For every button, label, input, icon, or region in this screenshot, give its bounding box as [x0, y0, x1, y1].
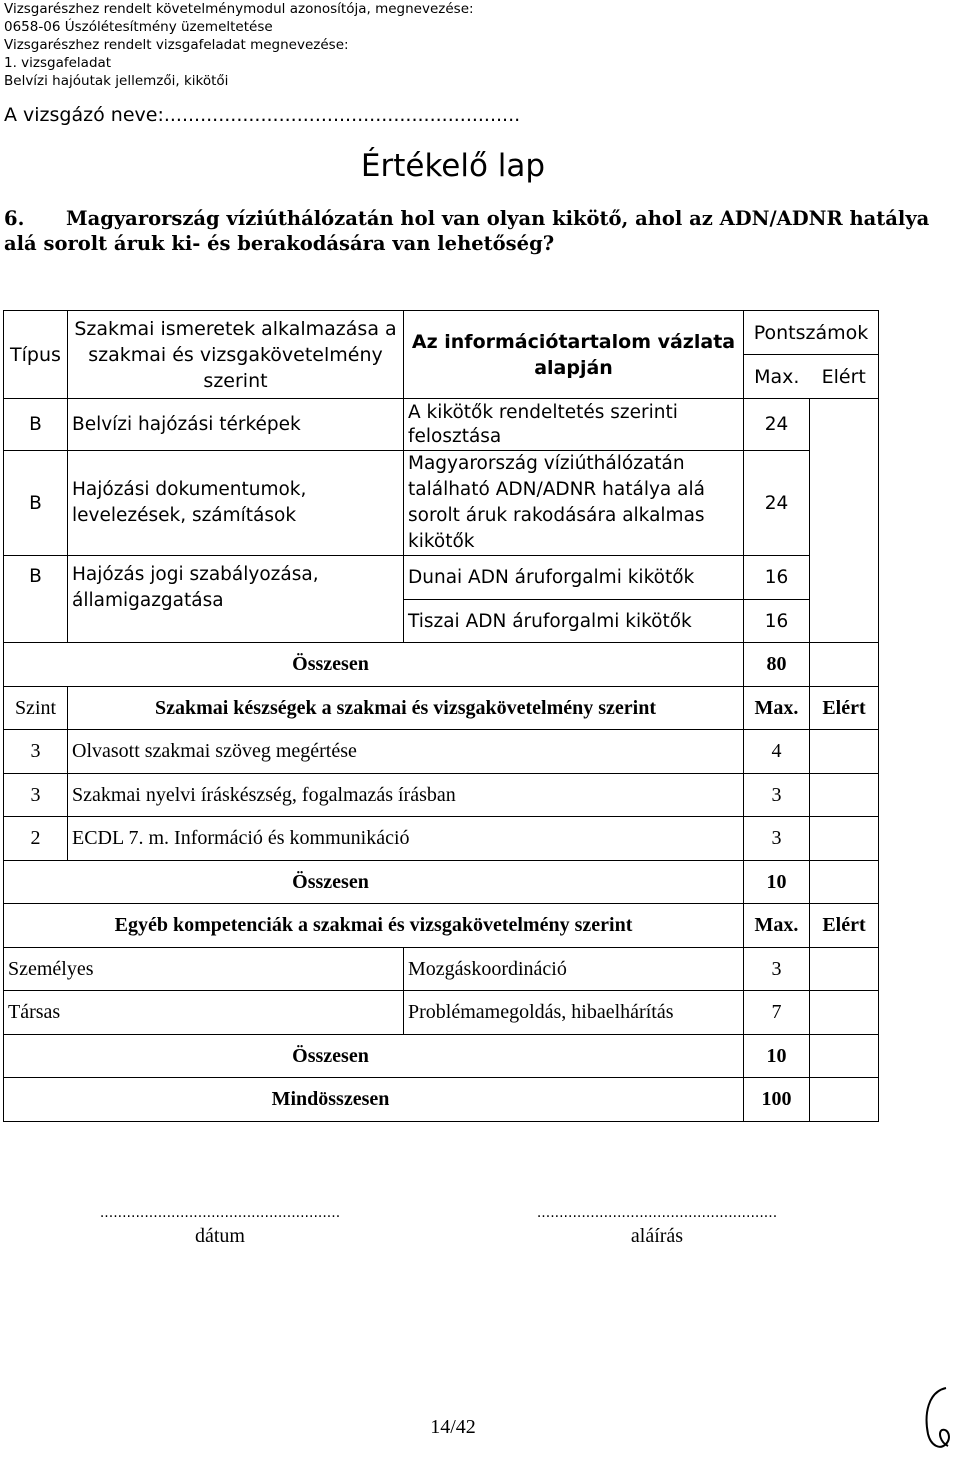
header-level: Szint — [4, 687, 68, 730]
header-competences: Egyéb kompetenciák a szakmai és vizsgakövetelmény szerint — [4, 904, 744, 948]
row-knowledge: Belvízi hajózási térképek — [68, 399, 404, 451]
total-max: 80 — [744, 643, 810, 687]
header-outline: Az információtartalom vázlata alapján — [404, 311, 744, 399]
total-label: Összesen — [4, 1035, 744, 1078]
signature-block — [523, 1205, 791, 1248]
signature-label: aláírás — [630, 1225, 684, 1247]
total-label: Összesen — [4, 861, 744, 904]
row-level: 3 — [4, 774, 68, 817]
total-achieved — [810, 861, 879, 904]
header-task-label: Vizsgarészhez rendelt vizsgafeladat megnevezése: — [4, 37, 349, 53]
table-row — [4, 817, 879, 861]
row-outline: Tiszai ADN áruforgalmi kikötők — [404, 600, 744, 643]
signature-line: ...................................................... — [536, 1205, 778, 1221]
row-knowledge: Hajózási dokumentumok, levelezések, számítások — [68, 451, 404, 556]
question — [4, 206, 934, 256]
header-achieved: Elért — [810, 687, 879, 730]
page-number: 14/42 — [430, 1416, 476, 1438]
date-label: dátum — [195, 1225, 245, 1247]
header-points: Pontszámok — [744, 311, 879, 355]
row-max: 3 — [744, 774, 810, 817]
row-achieved — [810, 399, 879, 643]
total-max: 10 — [744, 1035, 810, 1078]
grand-total-achieved — [810, 1078, 879, 1122]
row-skill: Olvasott szakmai szöveg megértése — [68, 730, 744, 774]
header-max: Max. — [744, 904, 810, 948]
table-row — [4, 948, 879, 991]
row-skill: Szakmai nyelvi íráskészség, fogalmazás írásban — [68, 774, 744, 817]
row-achieved — [810, 817, 879, 861]
header-max: Max. — [744, 355, 810, 399]
table-row — [4, 774, 879, 817]
row-type: B — [4, 399, 68, 451]
header-task-title: Belvízi hajóutak jellemzői, kikötői — [4, 73, 229, 89]
row-outline: Magyarország víziúthálózatán található ADN/ADNR hatálya alá sorolt áruk rakodására alkalmas kikötők — [404, 451, 744, 556]
row-max: 24 — [744, 451, 810, 556]
row-outline: Dunai ADN áruforgalmi kikötők — [404, 556, 744, 600]
table-row-grand-total — [4, 1078, 879, 1122]
total-achieved — [810, 643, 879, 687]
total-achieved — [810, 1035, 879, 1078]
header-skills: Szakmai készségek a szakmai és vizsgakövetelmény szerint — [68, 687, 744, 730]
grand-total-max: 100 — [744, 1078, 810, 1122]
row-achieved — [810, 948, 879, 991]
question-number: 6. — [4, 207, 25, 230]
row-max: 24 — [744, 399, 810, 451]
row-level: 2 — [4, 817, 68, 861]
row-max: 3 — [744, 817, 810, 861]
row-max: 4 — [744, 730, 810, 774]
row-competence: Problémamegoldás, hibaelhárítás — [404, 991, 744, 1035]
examinee-name-line: A vizsgázó neve:........................................................... — [4, 104, 521, 126]
row-category: Társas — [4, 991, 404, 1035]
row-skill: ECDL 7. m. Információ és kommunikáció — [68, 817, 744, 861]
row-achieved — [810, 774, 879, 817]
table-row — [4, 399, 879, 451]
grand-total-label: Mindösszesen — [4, 1078, 744, 1122]
row-achieved — [810, 730, 879, 774]
header-type: Típus — [4, 311, 68, 399]
row-knowledge: Hajózás jogi szabályozása, államigazgatása — [68, 556, 404, 643]
table-row — [4, 556, 879, 600]
table-row — [4, 991, 879, 1035]
row-max: 16 — [744, 556, 810, 600]
page-title: Értékelő lap — [360, 148, 546, 184]
table-row-total — [4, 643, 879, 687]
header-module-label: Vizsgarészhez rendelt követelménymodul azonosítója, megnevezése: — [4, 1, 474, 17]
handwritten-mark-icon — [918, 1384, 958, 1454]
row-category: Személyes — [4, 948, 404, 991]
date-signature-block — [86, 1205, 354, 1248]
row-max: 16 — [744, 600, 810, 643]
table-row — [4, 730, 879, 774]
header-task-number: 1. vizsgafeladat — [4, 55, 112, 71]
date-line: ...................................................... — [99, 1205, 341, 1221]
row-type: B — [4, 556, 68, 643]
row-outline: A kikötők rendeltetés szerinti felosztása — [404, 399, 744, 451]
header-max: Max. — [744, 687, 810, 730]
header-module-value: 0658-06 Úszólétesítmény üzemeltetése — [4, 19, 273, 35]
row-achieved — [810, 991, 879, 1035]
table-row-total — [4, 1035, 879, 1078]
row-level: 3 — [4, 730, 68, 774]
evaluation-table — [3, 310, 879, 1122]
total-label: Összesen — [4, 643, 744, 687]
total-max: 10 — [744, 861, 810, 904]
table-row-total — [4, 861, 879, 904]
table-row — [4, 451, 879, 556]
row-type: B — [4, 451, 68, 556]
row-max: 3 — [744, 948, 810, 991]
header-achieved: Elért — [810, 355, 879, 399]
row-competence: Mozgáskoordináció — [404, 948, 744, 991]
header-achieved: Elért — [810, 904, 879, 948]
header-knowledge: Szakmai ismeretek alkalmazása a szakmai és vizsgakövetelmény szerint — [68, 311, 404, 399]
row-max: 7 — [744, 991, 810, 1035]
question-text: Magyarország víziúthálózatán hol van olyan kikötő, ahol az ADN/ADNR hatálya alá sorolt áruk ki- és berakodására van lehetőség? — [4, 207, 930, 255]
